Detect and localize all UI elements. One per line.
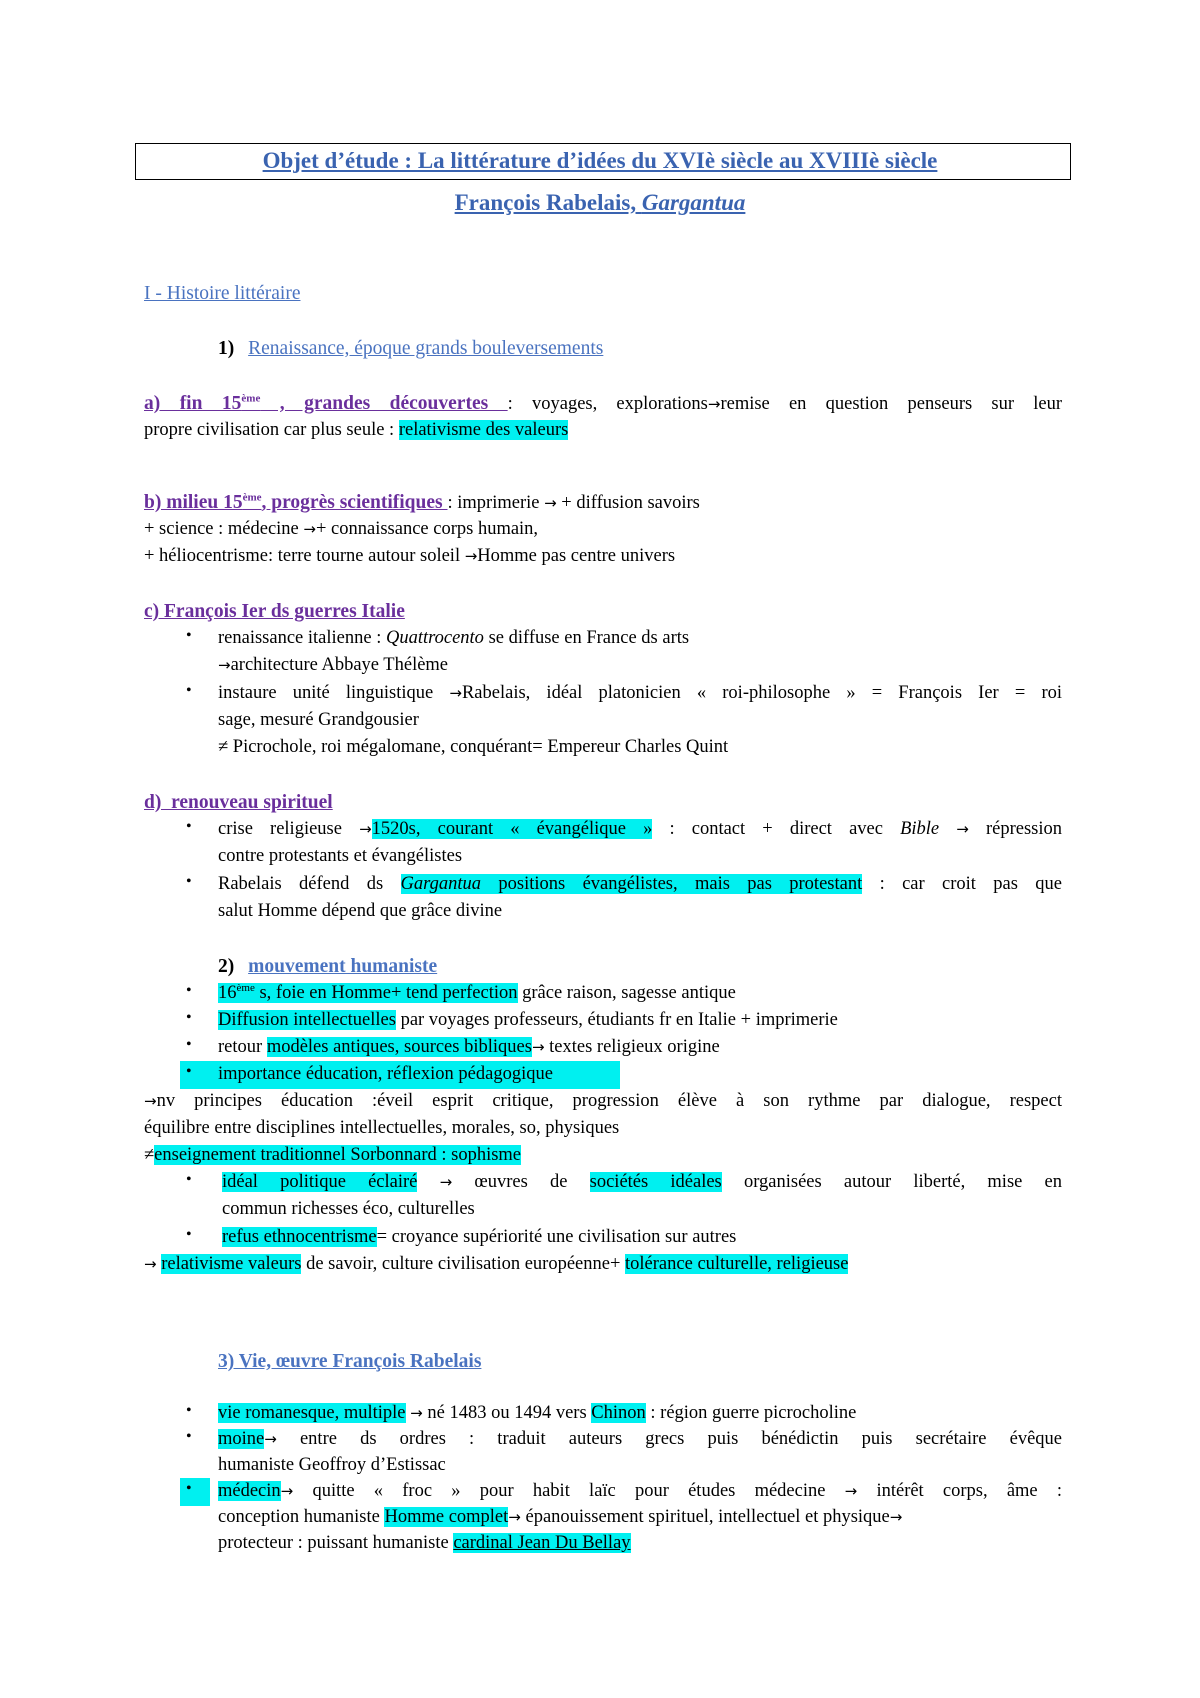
bullet-icon: • (186, 1009, 192, 1026)
list-item-continued: salut Homme dépend que grâce divine (218, 901, 503, 921)
arrow-icon: → (956, 820, 969, 838)
document-title: Objet d’étude : La littérature d’idées du XVIè siècle au XVIIIè siècle (262, 148, 938, 173)
list-item-continued: →architecture Abbaye Thélème (218, 655, 449, 675)
list-item-continued: sage, mesuré Grandgousier (218, 710, 419, 730)
paragraph-line: ≠enseignement traditionnel Sorbonnard : sophisme (144, 1145, 522, 1165)
bullet-icon: • (186, 1171, 192, 1188)
bullet-icon: • (186, 1428, 192, 1445)
bullet-icon: • (186, 682, 192, 699)
list-item: médecin→ quitte « froc » pour habit laïc pour études médecine → intérêt corps, âme : (218, 1481, 1062, 1501)
bullet-icon: • (186, 1226, 192, 1243)
list-item: importance éducation, réflexion pédagogique (218, 1064, 553, 1084)
arrow-icon: → (531, 1038, 545, 1056)
arrow-icon: → (439, 1173, 453, 1191)
list-item: vie romanesque, multiple → né 1483 ou 1494 vers Chinon : région guerre picrocholine (218, 1403, 857, 1423)
list-item: idéal politique éclairé → œuvres de sociétés idéales organisées autour liberté, mise en (222, 1172, 1062, 1192)
bullet-icon: • (186, 627, 192, 644)
list-item: Rabelais défend ds Gargantua positions évangélistes, mais pas protestant : car croit pas que (218, 874, 1062, 894)
list-item-continued: contre protestants et évangélistes (218, 846, 463, 866)
list-item-continued: protecteur : puissant humaniste cardinal Jean Du Bellay (218, 1533, 631, 1553)
arrow-icon: → (410, 1404, 423, 1422)
highlight-bar (180, 1478, 210, 1506)
paragraph-a-line2: propre civilisation car plus seule : relativisme des valeurs (144, 420, 569, 440)
paragraph-b-line2: + science : médecine →+ connaissance corps humain, (144, 519, 539, 539)
paragraph-d-heading: d) renouveau spirituel (144, 792, 333, 813)
list-item: refus ethnocentrisme= croyance supériorité une civilisation sur autres (222, 1227, 737, 1247)
arrow-icon: → (464, 547, 478, 565)
bullet-icon: • (186, 873, 192, 890)
list-item: 16ème s, foie en Homme+ tend perfection grâce raison, sagesse antique (218, 981, 736, 1003)
arrow-icon: → (218, 656, 231, 674)
arrow-icon: → (544, 494, 557, 512)
bullet-icon: • (186, 982, 192, 999)
list-item-continued: commun richesses éco, culturelles (222, 1199, 475, 1219)
arrow-icon: → (264, 1430, 277, 1448)
arrow-icon: → (844, 1482, 858, 1500)
paragraph-c-heading: c) François Ier ds guerres Italie (144, 601, 405, 622)
list-item: retour modèles antiques, sources bibliques→ textes religieux origine (218, 1037, 720, 1057)
arrow-icon: → (508, 1508, 521, 1526)
arrow-icon: → (144, 1255, 157, 1273)
list-item: crise religieuse →1520s, courant « évangélique » : contact + direct avec Bible → répression (218, 819, 1062, 839)
bullet-icon: • (186, 1480, 192, 1497)
paragraph-b-line3: + héliocentrisme: terre tourne autour soleil →Homme pas centre univers (144, 546, 676, 566)
paragraph-line: →nv principes éducation :éveil esprit critique, progression élève à son rythme par dialogue, respect (144, 1091, 1062, 1111)
arrow-icon: → (280, 1482, 294, 1500)
bullet-icon: • (186, 1036, 192, 1053)
arrow-icon: → (303, 520, 316, 538)
document-subtitle: François Rabelais, Gargantua (454, 190, 746, 215)
arrow-icon: → (707, 395, 721, 413)
arrow-icon: → (889, 1508, 903, 1526)
list-item-continued: ≠ Picrochole, roi mégalomane, conquérant= Empereur Charles Quint (218, 737, 729, 757)
arrow-icon: → (359, 820, 372, 838)
arrow-icon: → (449, 684, 462, 702)
list-item: moine→ entre ds ordres : traduit auteurs grecs puis bénédictin puis secrétaire évêque (218, 1429, 1062, 1449)
bullet-icon: • (186, 1402, 192, 1419)
list-item-continued: conception humaniste Homme complet→ épanouissement spirituel, intellectuel et physique→ (218, 1507, 903, 1527)
work-title: Gargantua (641, 190, 746, 215)
arrow-icon: → (144, 1092, 157, 1110)
list-item: Diffusion intellectuelles par voyages professeurs, étudiants fr en Italie + imprimerie (218, 1010, 838, 1030)
list-item-continued: humaniste Geoffroy d’Estissac (218, 1455, 446, 1475)
paragraph-a-line1: a) fin 15ème , grandes découvertes : voyages, explorations→remise en question penseurs sur leur (144, 392, 1063, 414)
paragraph-line: équilibre entre disciplines intellectuelles, morales, so, physiques (144, 1118, 620, 1138)
paragraph-b-line1: b) milieu 15ème, progrès scientifiques : imprimerie → + diffusion savoirs (144, 491, 700, 513)
list-item: instaure unité linguistique →Rabelais, idéal platonicien « roi-philosophe » = François Ier = roi (218, 683, 1062, 703)
subsection-2-heading: 2) mouvement humaniste (218, 956, 438, 977)
bullet-icon: • (186, 1063, 192, 1080)
section-heading: I - Histoire littéraire (144, 283, 301, 304)
bullet-icon: • (186, 818, 192, 835)
subsection-3-heading: 3) Vie, œuvre François Rabelais (218, 1351, 482, 1372)
subsection-1-heading: 1) Renaissance, époque grands bouleversements (218, 338, 604, 359)
paragraph-line: → relativisme valeurs de savoir, culture civilisation européenne+ tolérance culturelle, religieuse (144, 1254, 849, 1274)
list-item: renaissance italienne : Quattrocento se diffuse en France ds arts (218, 628, 690, 648)
